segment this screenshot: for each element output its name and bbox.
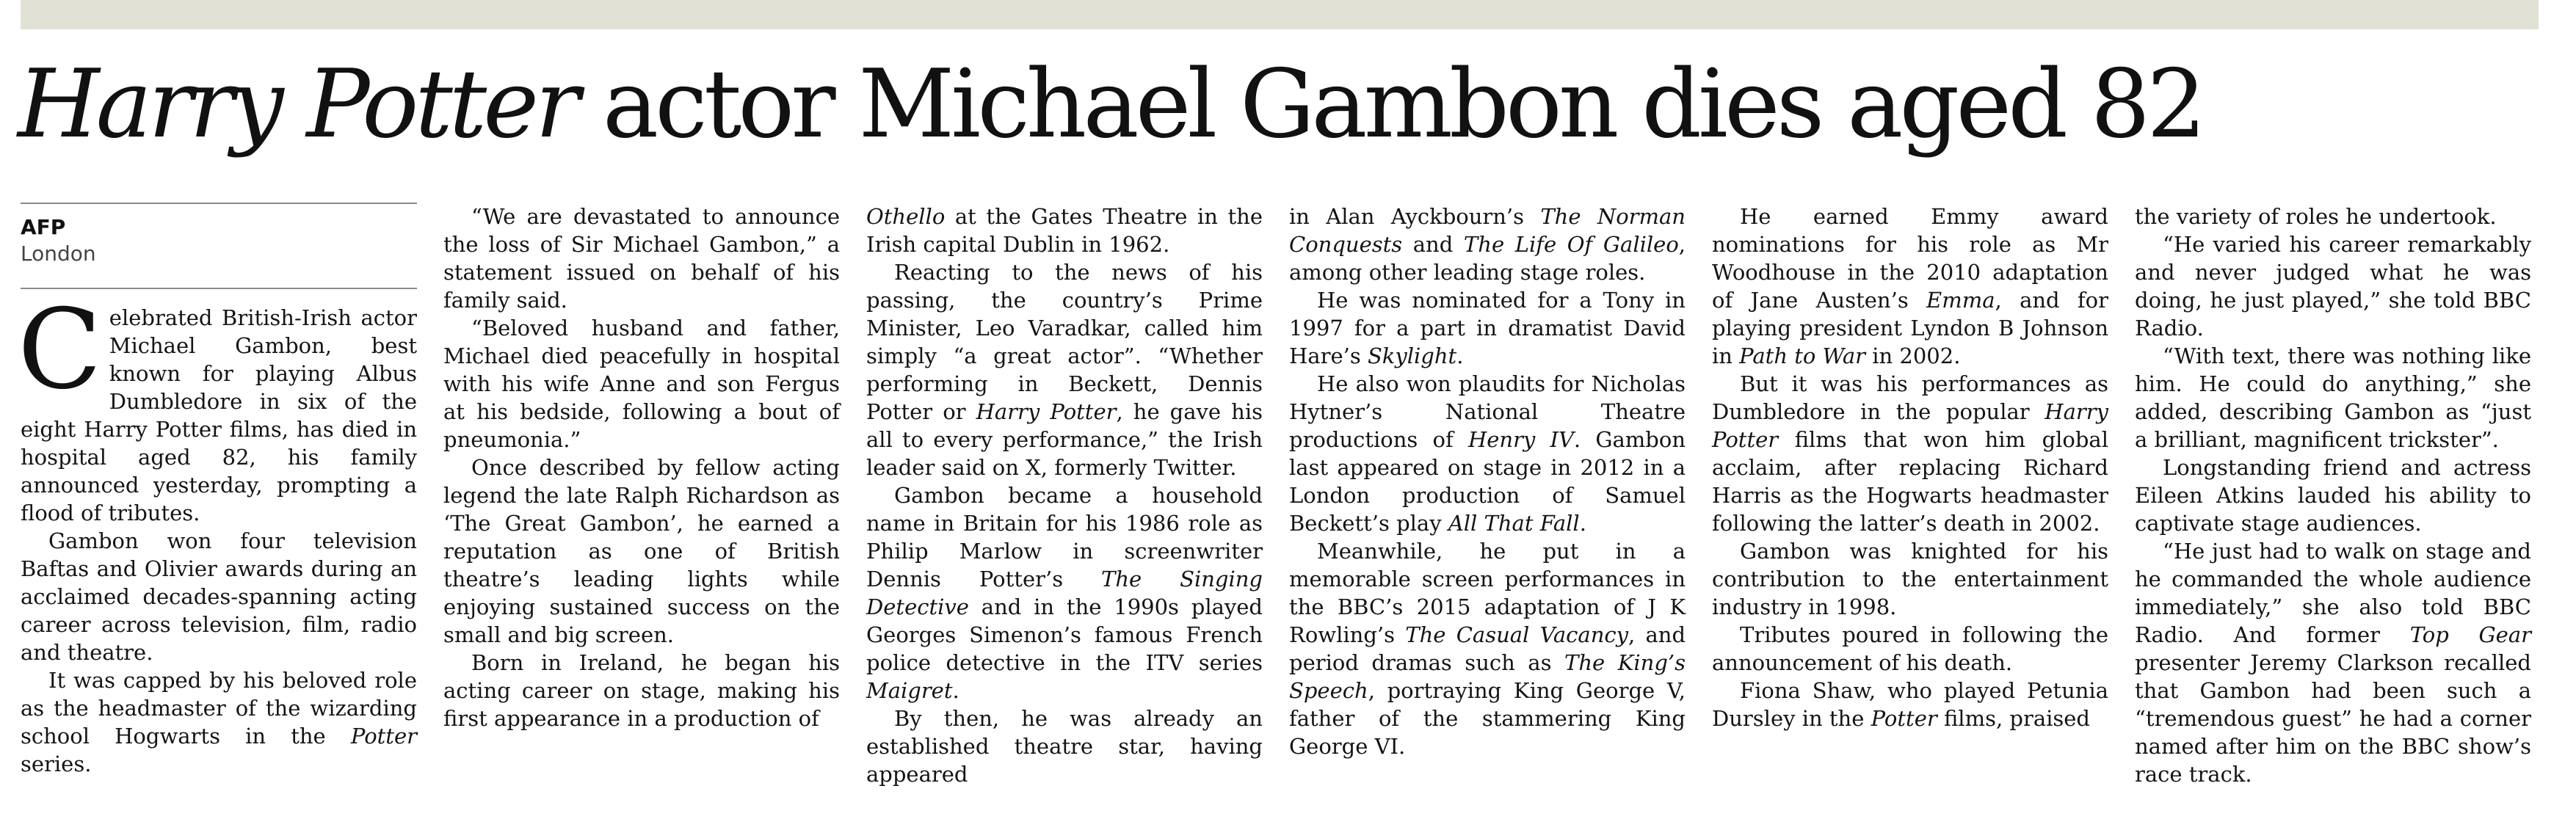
paragraph-continued xyxy=(1289,203,1686,286)
paragraph xyxy=(18,286,417,527)
paragraph-text: . xyxy=(1579,511,1586,536)
italic-title: Skylight xyxy=(1367,343,1457,368)
paragraph xyxy=(21,666,417,778)
paragraph-text: Fiona Shaw, who played Petunia Dursley in the xyxy=(1712,678,2108,731)
paragraph-text: , and period dramas such as xyxy=(1289,622,1686,675)
paragraph-text: , portraying King George V, father of the stammering King George VI. xyxy=(1289,678,1686,759)
article-column-5 xyxy=(1712,203,2108,732)
paragraph-text: series. xyxy=(21,751,92,776)
paragraph xyxy=(866,258,1263,481)
italic-title: The Casual Vacancy xyxy=(1405,622,1628,647)
paragraph-text: films, praised xyxy=(1937,706,2090,731)
italic-title: The Singing Detective xyxy=(866,567,1263,619)
paragraph xyxy=(1289,370,1686,537)
paragraph-text: , and for playing president Lyndon B Johnson in xyxy=(1712,288,2108,368)
paragraph-text: But it was his performances as Dumbledore in the popular xyxy=(1712,371,2108,424)
italic-title: Path to War xyxy=(1739,343,1865,368)
paragraph xyxy=(1289,537,1686,760)
paragraph-text: He was nominated for a Tony in 1997 for a part in dramatist David Hare’s xyxy=(1289,288,1686,368)
paragraph-text: “He just had to walk on stage and he commanded the whole audience immediately,” she also told BBC Radio. And former xyxy=(2135,539,2531,647)
byline xyxy=(21,203,417,289)
byline-place: London xyxy=(21,241,96,266)
paragraph-text: presenter Jeremy Clarkson recalled that Gambon had been such a “tremendous guest” he had a corner named after him on the BBC show’s race track. xyxy=(2135,650,2531,787)
paragraph xyxy=(2135,537,2531,788)
italic-title: Top Gear xyxy=(2409,622,2531,647)
paragraph: Tributes poured in following the announcement of his death. xyxy=(1712,622,2108,675)
paragraph xyxy=(866,481,1263,705)
paragraph: Born in Ireland, he began his acting career on stage, making his first appearance in a production of xyxy=(443,650,840,731)
paragraph-continued: the variety of roles he undertook. xyxy=(2135,204,2497,229)
article-column-4 xyxy=(1289,203,1686,760)
top-color-bar xyxy=(21,0,2539,29)
drop-cap: C xyxy=(18,286,102,414)
paragraph-text: . Gambon last appeared on stage in 2012 in a London production of Samuel Beckett’s play xyxy=(1289,427,1686,536)
paragraph: By then, he was already an established theatre star, having appeared xyxy=(866,706,1263,787)
paragraph: “We are devastated to announce the loss of Sir Michael Gambon,” a statement issued on behalf of his family said. xyxy=(443,204,840,313)
paragraph: Once described by fellow acting legend the late Ralph Richardson as ‘The Great Gambon’, he earned a reputation as one of British theatre’s leading lights while enjoying sustained success on the small and big screen. xyxy=(443,455,840,647)
paragraph-text: It was capped by his beloved role as the headmaster of the wizarding school Hogwarts in the xyxy=(21,668,417,749)
paragraph-text: elebrated British-Irish actor Michael Gambon, best known for playing Albus Dumbledore in six of the eight Harry Potter films, has died in hospital aged 82, his family announced yesterday, prompting a flood of tributes. xyxy=(21,305,417,525)
italic-title: Harry Potter xyxy=(1712,399,2108,452)
italic-title: The Norman Conquests xyxy=(1289,204,1686,257)
paragraph-text: in 2002. xyxy=(1865,343,1961,368)
headline-rest: actor Michael Gambon dies aged 82 xyxy=(576,50,2203,159)
paragraph-text: Reacting to the news of his passing, the country’s Prime Minister, Leo Varadkar, called him simply “a great actor”. “Whether performing in Beckett, Dennis Potter or xyxy=(866,260,1263,424)
italic-title: Potter xyxy=(1871,706,1937,731)
headline xyxy=(18,43,2558,167)
italic-title: Harry Potter xyxy=(976,399,1117,424)
paragraph-text: at the Gates Theatre in the Irish capital Dublin in 1962. xyxy=(866,204,1263,257)
paragraph: “With text, there was nothing like him. He could do anything,” she added, describing Gambon as “just a brilliant, magnificent trickster”. xyxy=(2135,343,2531,452)
italic-title: All That Fall xyxy=(1448,511,1580,536)
article-column-2 xyxy=(443,203,840,732)
paragraph-text: Meanwhile, he put in a memorable screen performances in the BBC’s 2015 adaptation of J K Rowling’s xyxy=(1289,539,1686,647)
paragraph xyxy=(1289,286,1686,370)
headline-italic: Harry Potter xyxy=(18,50,577,159)
italic-title: The Life Of Galileo xyxy=(1463,232,1679,257)
paragraph xyxy=(1712,203,2108,370)
paragraph: Gambon was knighted for his contribution to the entertainment industry in 1998. xyxy=(1712,539,2108,619)
italic-title: Othello xyxy=(866,204,946,229)
paragraph-text: Gambon became a household name in Britain for his 1986 role as Philip Marlow in screenwriter Dennis Potter’s xyxy=(866,483,1263,591)
paragraph-text: , among other leading stage roles. xyxy=(1289,232,1686,285)
italic-title: Emma xyxy=(1926,288,1995,313)
italic-title: The King’s Speech xyxy=(1289,650,1686,703)
paragraph-continued xyxy=(866,203,1263,258)
paragraph-text: He also won plaudits for Nicholas Hytner’s National Theatre productions of xyxy=(1289,371,1686,452)
paragraph-text: . xyxy=(952,678,959,703)
paragraph-text: He earned Emmy award nominations for his role as Mr Woodhouse in the 2010 adaptation of Jane Austen’s xyxy=(1712,204,2108,313)
paragraph: Gambon won four television Baftas and Olivier awards during an acclaimed decades-spanning acting career across television, film, radio and theatre. xyxy=(21,528,417,665)
italic-title: Henry IV xyxy=(1467,427,1574,452)
italic-title: Potter xyxy=(350,724,417,749)
paragraph xyxy=(1712,677,2108,732)
article-column-6 xyxy=(2135,203,2531,788)
article-column-3 xyxy=(866,203,1263,788)
paragraph: “He varied his career remarkably and never judged what he was doing, he just played,” she told BBC Radio. xyxy=(2135,232,2531,341)
paragraph-text: films that won him global acclaim, after replacing Richard Harris as the Hogwarts headmaster following the latter’s death in 2002. xyxy=(1712,427,2108,536)
paragraph xyxy=(1712,370,2108,537)
italic-title: Maigret xyxy=(866,678,953,703)
paragraph-text: and xyxy=(1402,232,1464,257)
paragraph-text: . xyxy=(1456,343,1464,368)
byline-agency: AFP xyxy=(21,215,66,239)
article-column-1 xyxy=(18,203,417,778)
paragraph-text: and in the 1990s played Georges Simenon’s famous French police detective in the ITV series xyxy=(866,594,1263,675)
paragraph: “Beloved husband and father, Michael died peacefully in hospital with his wife Anne and son Fergus at his bedside, following a bout of pneumonia.” xyxy=(443,316,840,452)
paragraph-text: in Alan Ayckbourn’s xyxy=(1289,204,1541,229)
paragraph: Longstanding friend and actress Eileen Atkins lauded his ability to captivate stage audiences. xyxy=(2135,455,2531,536)
paragraph-text: , he gave his all to every performance,” the Irish leader said on X, formerly Twitter. xyxy=(866,399,1263,480)
